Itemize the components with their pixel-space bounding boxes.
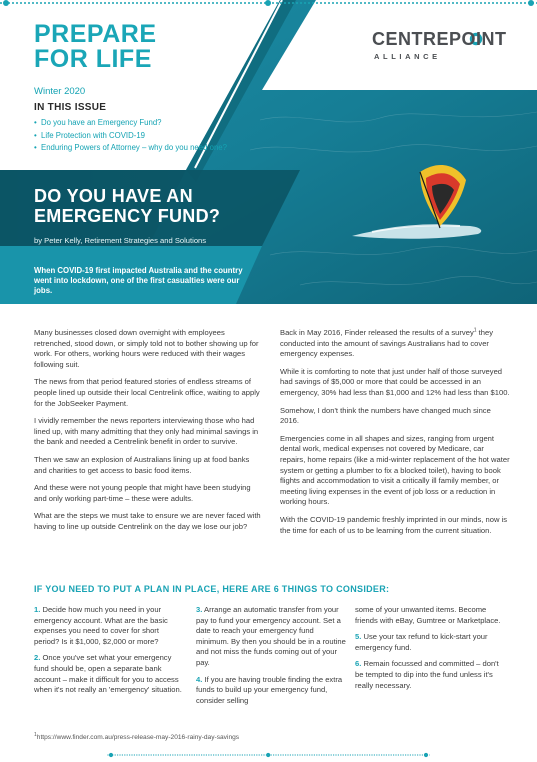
plan-heading: IF YOU NEED TO PUT A PLAN IN PLACE, HERE ARE 6 THINGS TO CONSIDER: bbox=[34, 584, 390, 594]
step-text: If you are having trouble finding the extra funds to build up your emergency fund, consider selling bbox=[196, 674, 343, 705]
step-text: Decide how much you need in your emergency account. What are the basic expenses you need to cover for short period? Is it $1,000, $2,000 or more? bbox=[34, 605, 168, 646]
headline-line2: EMERGENCY FUND? bbox=[34, 206, 221, 226]
footnote-link[interactable]: https://www.finder.com.au/press-release-may-2016-rainy-day-savings bbox=[36, 734, 240, 741]
paragraph: I vividly remember the news reporters interviewing those who had lined up, with many admitting that they only had minimal savings in the bank and needed a Centrelink benefit in order to survive. bbox=[34, 416, 259, 447]
paragraph: What are the steps we must take to ensure we are never faced with having to line up outside Centrelink on the day we lose our job? bbox=[34, 511, 261, 531]
masthead-title-line1: PREPARE bbox=[34, 20, 157, 48]
article-column-right bbox=[280, 328, 510, 543]
issue-item[interactable]: • Life Protection with COVID-19 bbox=[34, 131, 234, 142]
article-intro: When COVID-19 first impacted Australia and the country went into lockdown, one of the first casualties were our jobs. bbox=[34, 266, 243, 295]
step-item-continued: some of your unwanted items. Become friends with eBay, Gumtree or Marketplace. bbox=[355, 605, 501, 625]
headline-line1: DO YOU HAVE AN bbox=[34, 186, 193, 206]
footnote bbox=[34, 731, 240, 741]
step-number: 3. bbox=[196, 605, 203, 614]
paragraph: Somehow, I don't think the numbers have changed much since 2016. bbox=[280, 405, 491, 426]
article-byline: by Peter Kelly, Retirement Strategies and Solutions bbox=[34, 236, 207, 245]
step-number: 4. bbox=[196, 674, 203, 684]
paragraph: Then we saw an explosion of Australians lining up at food banks and charities to get access to basic food items. bbox=[34, 454, 250, 475]
paragraph: Emergencies come in all shapes and sizes, ranging from urgent dental work, medical expenses not covered by Medicare, car repairs, home repairs (like a mid-winter replacement of the hot water system or getting a plumber to fix a blocked toilet), having to book flights and accommodation to visit a critically ill family member, or meeting living expenses in the event of job loss or a reduction in working hours. bbox=[280, 433, 510, 507]
steps-column-3 bbox=[355, 605, 505, 697]
issue-season: Winter 2020 bbox=[34, 86, 86, 97]
step-item bbox=[355, 659, 505, 691]
step-text: Once you've set what your emergency fund should be, open a separate bank account – make it difficult for you to access when it's not really an 'emergency' situation. bbox=[34, 653, 182, 695]
article-column-left bbox=[34, 328, 262, 540]
bottom-dotted-border bbox=[0, 752, 537, 758]
step-item bbox=[355, 632, 505, 653]
issue-item[interactable]: • Do you have an Emergency Fund? bbox=[34, 118, 234, 129]
paragraph: While it is comforting to note that just under half of those surveyed had savings of $5,000 or more that could be accessed in an emergency, 30% had less than $1,000 and 12% had less than $100. bbox=[280, 366, 510, 397]
top-dotted-border bbox=[0, 0, 537, 6]
step-item bbox=[196, 675, 346, 707]
steps-column-1 bbox=[34, 605, 184, 702]
paragraph-text: Back in May 2016, Finder released the results of a survey bbox=[280, 328, 474, 337]
in-this-issue-heading: IN THIS ISSUE bbox=[34, 102, 107, 113]
step-number: 5. bbox=[355, 632, 362, 642]
step-item bbox=[196, 605, 346, 669]
footnote-number: 1 bbox=[34, 731, 37, 738]
paragraph: With the COVID-19 pandemic freshly imprinted in our minds, now is the time for each of us to be learning from the current situation. bbox=[280, 514, 508, 535]
step-item bbox=[34, 605, 184, 647]
paragraph-text: they conducted into the amount of savings Australians had to cover emergency expenses. bbox=[280, 328, 493, 359]
masthead-title-line2: FOR LIFE bbox=[34, 45, 152, 73]
step-text: Arrange an automatic transfer from your pay to fund your emergency account. Set a date to reach your emergency fund minimum. By then you should be in a routine and not miss the funds coming out of your pay. bbox=[196, 605, 346, 667]
issue-contents-list bbox=[34, 118, 234, 156]
step-item bbox=[34, 653, 184, 695]
article-headline bbox=[34, 186, 274, 226]
brand-name: CENTREPOINT bbox=[372, 29, 507, 49]
paragraph: And these were not young people that might have been studying and only working part-time – these were adults. bbox=[34, 483, 251, 503]
masthead-title bbox=[34, 22, 157, 72]
step-text: Remain focussed and committed – don't be tempted to dip into the fund unless it's really necessary. bbox=[355, 659, 499, 690]
brand-subtitle: ALLIANCE bbox=[374, 52, 441, 61]
paragraph bbox=[280, 328, 510, 360]
paragraph: The news from that period featured stories of endless streams of people lined up outside their local Centrelink office, waiting to apply for the JobSeeker Payment. bbox=[34, 377, 260, 408]
step-number: 6. bbox=[355, 659, 362, 669]
steps-column-2 bbox=[196, 605, 346, 712]
step-number: 1. bbox=[34, 605, 41, 614]
step-number: 2. bbox=[34, 653, 41, 663]
paragraph: Many businesses closed down overnight with employees retrenched, stood down, or simply told not to bother showing up for work. For others, working hours were reduced with their wages following suit. bbox=[34, 328, 259, 369]
issue-item[interactable]: • Enduring Powers of Attorney – why do you need one? bbox=[34, 143, 234, 154]
step-text: Use your tax refund to kick-start your emergency fund. bbox=[355, 632, 488, 652]
footnote-marker: 1 bbox=[473, 327, 477, 334]
